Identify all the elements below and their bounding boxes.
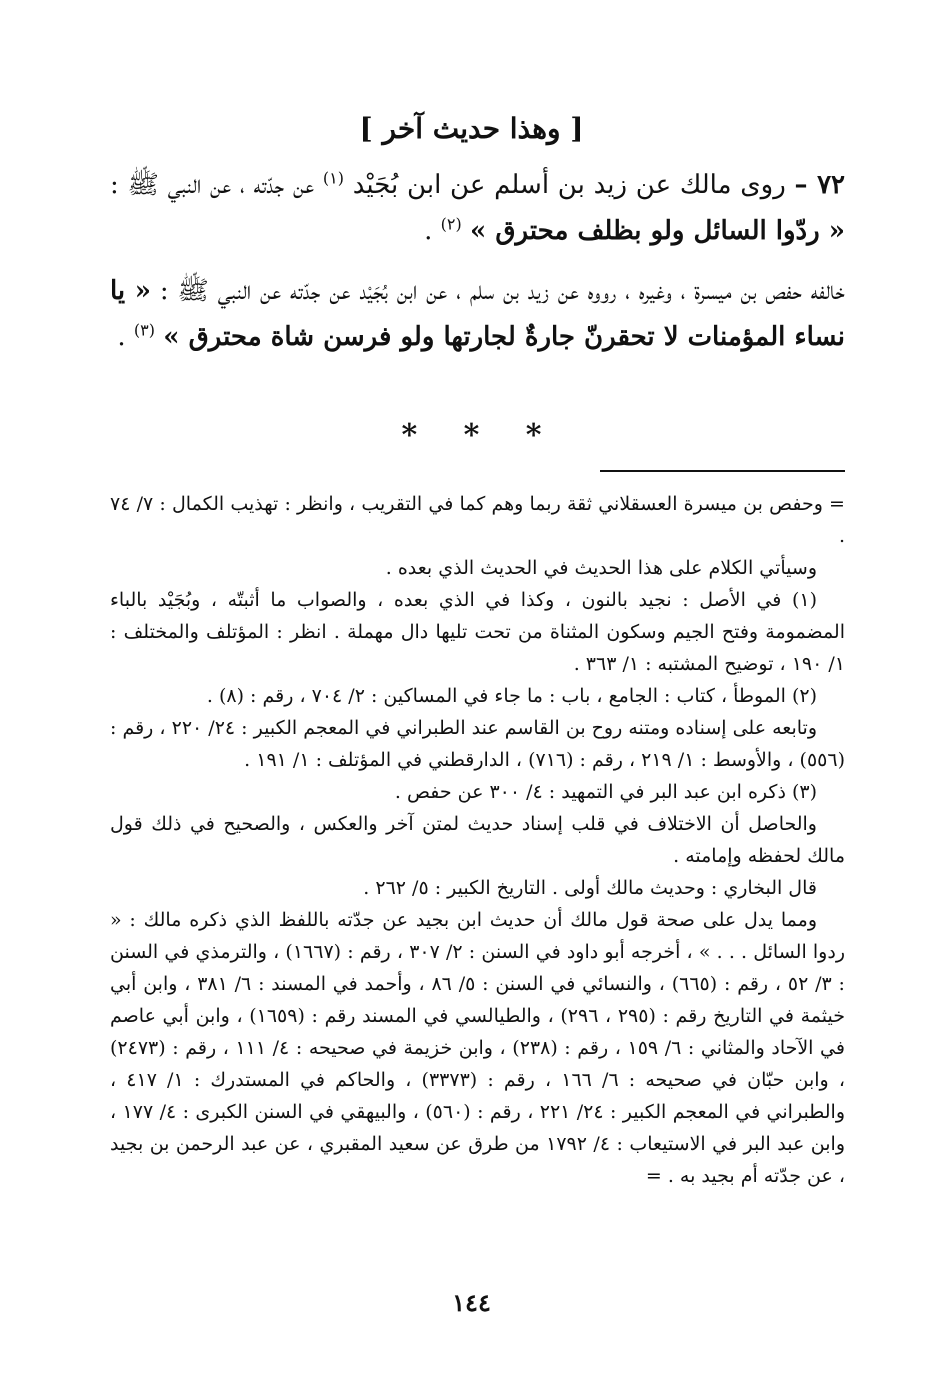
period: . — [117, 322, 126, 352]
footnote-line: والحاصل أن الاختلاف في قلب إسناد حديث لمتن آخر والعكس ، والصحيح في ذلك قول مالك لحفظه وإمامته . — [110, 813, 845, 867]
section-heading: [ وهذا حديث آخر ] — [359, 112, 584, 145]
footnote-line: قال البخاري : وحديث مالك أولى . التاريخ الكبير : ٥/ ٢٦٢ . — [363, 877, 817, 899]
footnote-line: وتابعه على إسناده ومتنه روح بن القاسم عند الطبراني في المعجم الكبير : ٢٤/ ٢٢٠ ، رقم : (٥٥٦) ، والأوسط : ١/ ٢١٩ ، رقم : (٧١٦) ، الدارقطني في المؤتلف : ١/ ١٩١ . — [110, 717, 845, 771]
footnote-2: (٢) الموطأ ، كتاب : الجامع ، باب : ما جاء في المساكين : ٢/ ٧٠٤ ، رقم : (٨) . — [206, 685, 817, 707]
footnote-ref-1: (١) — [322, 168, 345, 188]
footnote-3: (٣) ذكره ابن عبد البر في التمهيد : ٤/ ٣٠٠ عن حفص . — [394, 781, 817, 803]
footnotes — [110, 488, 845, 1192]
footnote-divider — [600, 470, 845, 472]
hadith-number: ٧٢ – — [794, 170, 846, 200]
period: . — [424, 216, 433, 246]
variant-quote: « يا نساء المؤمنات لا تحقرنّ جارةٌ لجارتها ولو فرسن شاة محترق » — [110, 276, 845, 352]
footnote-line: ومما يدل على صحة قول مالك أن حديث ابن بجيد عن جدّته باللفظ الذي ذكره مالك : « ردوا السائل . . . » ، أخرجه أبو داود في السنن : ٢/ ٣٠٧ ، رقم : (١٦٦٧) ، والترمذي في السنن : ٣/ ٥٢ ، رقم : (٦٦٥) ، والنسائي في السنن : ٥/ ٨٦ ، وأحمد في المسند : ٦/ ٣٨١ ، وابن أبي خيثمة في التاريخ رقم : (٢٩٥ ، ٢٩٦) ، والطيالسي في المسند رقم : (١٦٥٩) ، وابن أبي عاصم في الآحاد والمثاني : ٦/ ١٥٩ ، رقم : (٢٣٨) ، وابن خزيمة في صحيحه : ٤/ ١١١ ، رقم : (٢٤٧٣) ، وابن حبّان في صحيحه : ٦/ ١٦٦ ، رقم : (٣٣٧٣) ، والحاكم في المستدرك : ١/ ٤١٧ ، والطبراني في المعجم الكبير : ٢٤/ ٢٢١ ، رقم : (٥٦٠) ، والبيهقي في السنن الكبرى : ٤/ ١٧٧ ، وابن عبد البر في الاستيعاب : ٤/ ١٧٩٢ من طرق عن سعيد المقبري ، عن عبد الرحمن بن بجيد ، عن جدّته أم بجيد به . = — [110, 909, 846, 1187]
variant-text: خالفه حفص بن ميسرة ، وغيره ، رووه عن زيد بن سلم ، عن ابن بُجَيْد عن جدّته عن النبي ﷺ : — [159, 276, 846, 306]
hadith-quote: « ردّوا السائل ولو بظلف محترق » — [470, 216, 845, 246]
hadith-variant-paragraph — [110, 268, 845, 360]
hadith-text: عن جدّته ، عن النبي ﷺ : — [110, 170, 315, 200]
section-separator: * * * — [401, 418, 542, 453]
footnote-1: (١) في الأصل : نجيد بالنون ، وكذا في الذي بعده ، والصواب ما أثبتّه ، وبُجَيْد بالباء المضمومة وفتح الجيم وسكون المثناة من تحت تليها دال مهملة . انظر : المؤتلف والمختلف : ١/ ١٩٠ ، توضيح المشتبه : ١/ ٣٦٣ . — [110, 589, 845, 675]
footnote-line: وسيأتي الكلام على هذا الحديث في الحديث الذي بعده . — [385, 557, 817, 579]
hadith-72-paragraph — [110, 162, 845, 254]
page-number: ١٤٤ — [452, 1288, 491, 1317]
footnote-continuation: = وحفص بن ميسرة العسقلاني ثقة ربما وهم كما في التقريب ، وانظر : تهذيب الكمال : ٧/ ٧٤ . — [110, 493, 845, 547]
footnote-ref-3: (٣) — [133, 320, 155, 340]
footnote-ref-2: (٢) — [440, 214, 462, 234]
hadith-text: روى مالك عن زيد بن أسلم عن ابن بُجَيْد — [352, 170, 786, 200]
